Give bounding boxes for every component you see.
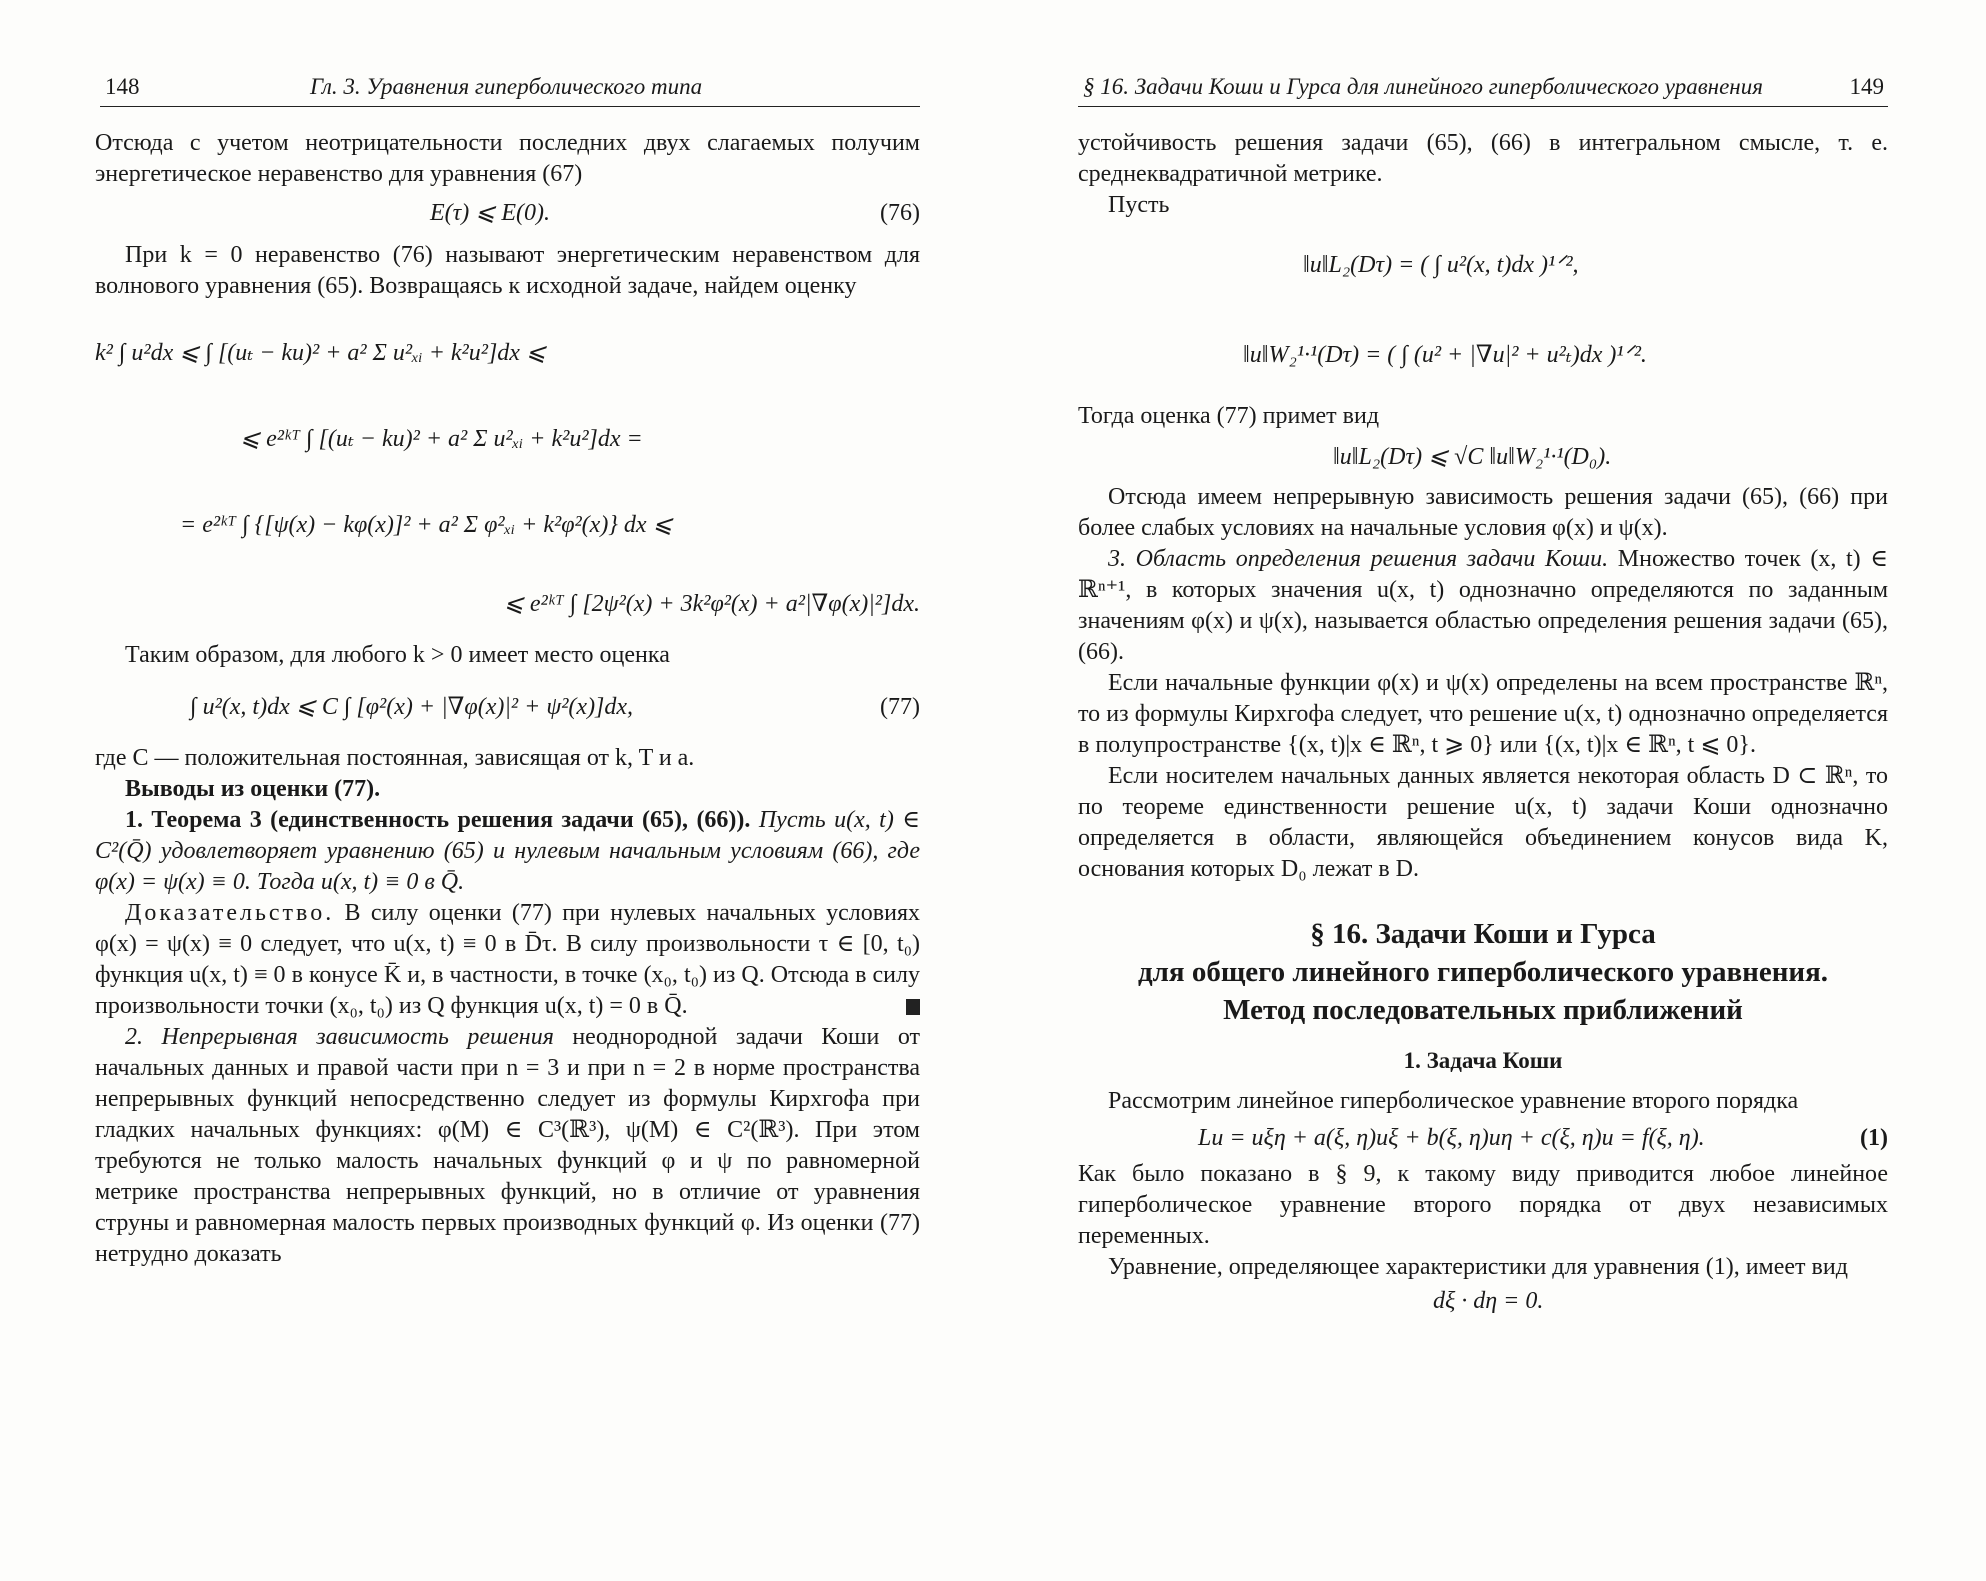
- paragraph: Рассмотрим линейное гиперболическое уравнение второго порядка: [1108, 1088, 1799, 1114]
- section-title-line: Метод последовательных приближений: [1223, 994, 1743, 1026]
- norm-w-definition: [1078, 309, 1888, 401]
- paragraph: устойчивость решения задачи (65), (66) в интегральном смысле, т. е. среднеквадратичной метрике.: [1078, 130, 1888, 187]
- left-page-body: [95, 128, 920, 1270]
- right-page-body: [1078, 128, 1888, 1319]
- equation-text: ⩽ e²ᵏᵀ ∫ [2ψ²(x) + 3k²φ²(x) + a²|∇φ(x)|²]dx.: [503, 591, 920, 617]
- item-text: Множество точек (x, t) ∈ ℝⁿ⁺¹, в которых значения u(x, t) однозначно определяются по заданным значениям φ(x) и ψ(x), называется областью определения решения задачи (65), (66).: [1078, 546, 1888, 665]
- equation-text: ‖u‖L₂(Dτ) = ( ∫ u²(x, t)dx )¹ᐟ²,: [1303, 252, 1579, 278]
- paragraph: Уравнение, определяющее характеристики для уравнения (1), имеет вид: [1108, 1254, 1848, 1280]
- item-text: неоднородной задачи Коши от начальных данных и правой части при n = 3 и при n = 2 в норме пространства непрерывных функций непосредственно следует из формулы Кирхгофа при гладких начальных функциях: φ(M) ∈ C³(ℝ³), ψ(M) ∈ C²(ℝ³). При этом требуются не только малость начальных функций φ и ψ по равномерной метрике пространства непрерывных функций, но в отличие от уравнения струны и равномерная малость первых производных функций φ. Из оценки (77) нетрудно доказать: [95, 1024, 921, 1267]
- theorem-statement: Пусть u(x, t) ∈ C²(Q̄) удовлетворяет уравнению (65) и нулевым начальным условиям (66), где φ(x) = ψ(x) ≡ 0. Тогда u(x, t) ≡ 0 в Q̄.: [95, 807, 920, 895]
- right-page: [993, 0, 1986, 1581]
- equation-text: Lu = uξη + a(ξ, η)uξ + b(ξ, η)uη + c(ξ, η)u = f(ξ, η).: [1198, 1125, 1705, 1151]
- proof-text: В силу оценки (77) при нулевых начальных условиях φ(x) = ψ(x) ≡ 0 следует, что u(x, t) ≡ 0 в D̄τ. В силу произвольности τ ∈ [0, t₀) функция u(x, t) ≡ 0 в конусе K̄ и, в частности, в точке (x₀, t₀) из Q. Отсюда в силу произвольности точки (x₀, t₀) из Q функция u(x, t) = 0 в Q̄.: [95, 900, 920, 1019]
- paragraph: Таким образом, для любого k > 0 имеет место оценка: [125, 642, 670, 668]
- equation-label: (76): [880, 200, 920, 226]
- item-3: [1078, 544, 1888, 668]
- paragraph: Отсюда имеем непрерывную зависимость решения задачи (65), (66) при более слабых условиях на начальные условия φ(x) и ψ(x).: [1078, 484, 1888, 541]
- paragraph: При k = 0 неравенство (76) называют энергетическим неравенством для волнового уравнения (65). Возвращаясь к исходной задаче, найдем оценку: [95, 242, 920, 299]
- paragraph: Тогда оценка (77) примет вид: [1078, 403, 1380, 429]
- qed-square-icon: [906, 999, 920, 1015]
- equation-label: (77): [880, 694, 920, 720]
- paragraph: Как было показано в § 9, к такому виду приводится любое линейное гиперболическое уравнение второго порядка от двух независимых переменных.: [1078, 1161, 1888, 1249]
- equation-text: = e²ᵏᵀ ∫ {[ψ(x) − kφ(x)]² + a² Σ φ²ₓᵢ + k²φ²(x)} dx ⩽: [180, 512, 673, 538]
- equation-text: ‖u‖W₂¹·¹(Dτ) = ( ∫ (u² + |∇u|² + u²ₜ)dx )¹ᐟ².: [1243, 342, 1647, 368]
- equation-77: [95, 671, 920, 743]
- equation-text: E(τ) ⩽ E(0).: [430, 200, 550, 226]
- item-heading: 2. Непрерывная зависимость решения: [125, 1024, 554, 1050]
- item-2: [95, 1022, 920, 1270]
- section-title-line: § 16. Задачи Коши и Гурса: [1310, 918, 1656, 950]
- equation-text: ‖u‖L₂(Dτ) ⩽ √C ‖u‖W₂¹·¹(D₀).: [1333, 444, 1612, 470]
- proof-label: Доказательство.: [125, 900, 335, 926]
- running-head: Гл. 3. Уравнения гиперболического типа: [310, 74, 703, 99]
- left-page-header: [100, 72, 920, 107]
- paragraph: Если начальные функции φ(x) и ψ(x) определены на всем пространстве ℝⁿ, то из формулы Кирхгофа следует, что решение u(x, t) однозначно определяется в полупространстве {(x, t)|x ∈ ℝⁿ, t ⩾ 0} или {(x, t)|x ∈ ℝⁿ, t ⩽ 0}.: [1078, 670, 1888, 758]
- right-page-header: [1078, 72, 1888, 107]
- theorem-heading: 1. Теорема 3 (единственность решения задачи (65), (66)).: [125, 807, 751, 833]
- equation-text: dξ · dη = 0.: [1433, 1288, 1544, 1314]
- equation-text: ∫ u²(x, t)dx ⩽ C ∫ [φ²(x) + |∇φ(x)|² + ψ²(x)]dx,: [190, 694, 634, 720]
- estimate-chain-line-2: [95, 396, 920, 482]
- theorem-3: [95, 805, 920, 898]
- conclusions-heading: Выводы из оценки (77).: [125, 776, 381, 802]
- paragraph: Если носителем начальных данных является некоторая область D ⊂ ℝⁿ, то по теореме единственности решение u(x, t) задачи Коши однозначно определяется в области, являющейся объединением конусов вида K, основания которых D₀ лежат в D.: [1078, 763, 1888, 882]
- equation-1: [1078, 1117, 1888, 1159]
- section-title: [1078, 915, 1888, 1029]
- estimate-chain-line-1: [95, 310, 920, 396]
- item-heading: 3. Область определения решения задачи Коши.: [1108, 546, 1609, 572]
- stability-estimate: [1078, 432, 1888, 482]
- estimate-chain-line-4: [95, 568, 920, 640]
- page-number: 149: [1849, 74, 1884, 99]
- equation-76: [95, 190, 920, 236]
- equation-text: ⩽ e²ᵏᵀ ∫ [(uₜ − ku)² + a² Σ u²ₓᵢ + k²u²]dx =: [240, 426, 643, 452]
- section-title-line: для общего линейного гиперболического уравнения.: [1137, 956, 1829, 988]
- paragraph: Отсюда с учетом неотрицательности последних двух слагаемых получим энергетическое неравенство для уравнения (67): [95, 130, 920, 187]
- equation-label: (1): [1860, 1125, 1888, 1151]
- estimate-chain-line-3: [95, 482, 920, 568]
- equation-text: k² ∫ u²dx ⩽ ∫ [(uₜ − ku)² + a² Σ u²ₓᵢ + k²u²]dx ⩽: [95, 340, 547, 366]
- subsection-title: 1. Задача Коши: [1403, 1048, 1563, 1073]
- paragraph: Пусть: [1108, 192, 1170, 218]
- norm-l2-definition: [1078, 221, 1888, 309]
- page-number: 148: [105, 74, 140, 99]
- characteristic-equation: [1078, 1283, 1888, 1319]
- proof: [95, 898, 920, 1022]
- paragraph: где C — положительная постоянная, зависящая от k, T и a.: [95, 745, 695, 771]
- running-head: § 16. Задачи Коши и Гурса для линейного гиперболического уравнения: [1083, 74, 1763, 99]
